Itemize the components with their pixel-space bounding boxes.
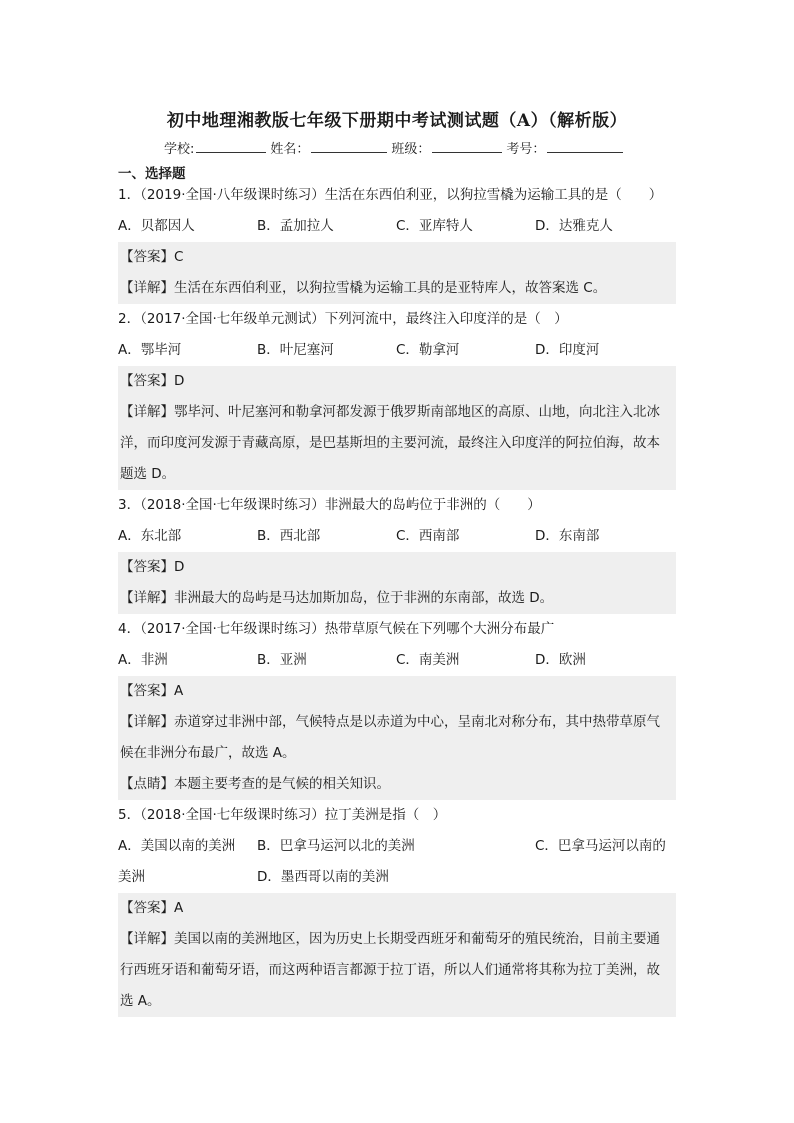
question-list (118, 180, 676, 1017)
options-row (118, 521, 676, 552)
question-stem: 5．（2018·全国·七年级课时练习）拉丁美洲是指（ ） (118, 807, 447, 823)
option-c: C．勒拿河 (396, 342, 460, 358)
option-a: A．贝都因人 (118, 218, 195, 234)
question-stem: 1．（2019·全国·八年级课时练习）生活在东西伯利亚，以狗拉雪橇为运输工具的是（ ） (118, 187, 663, 203)
question-stem: 3．（2018·全国·七年级课时练习）非洲最大的岛屿位于非洲的（ ） (118, 497, 541, 513)
option-d: D．印度河 (535, 342, 600, 358)
options-row (118, 645, 676, 676)
option-d: D．东南部 (535, 528, 600, 544)
exam-no-field[interactable] (547, 138, 623, 153)
student-info-row (164, 138, 684, 157)
solution-block (118, 893, 676, 1017)
options-row (118, 335, 676, 366)
analysis-line: 【详解】生活在东西伯利亚，以狗拉雪橇为运输工具的是亚特库人，故答案选 C。 (120, 280, 607, 296)
answer-line: 【答案】A (120, 900, 184, 916)
option-a: A．非洲 (118, 652, 168, 668)
question-stem: 4．（2017·全国·七年级课时练习）热带草原气候在下列哪个大洲分布最广 (118, 621, 555, 637)
option-c: C．南美洲 (396, 652, 460, 668)
option-d: D．达雅克人 (535, 218, 613, 234)
option-b: B．孟加拉人 (257, 218, 334, 234)
option-a: A．美国以南的美洲 (118, 838, 236, 854)
school-field[interactable] (196, 138, 266, 153)
option-c-continued: 美洲 (118, 869, 145, 885)
question (118, 614, 676, 800)
options-row (118, 831, 676, 862)
analysis-line: 【详解】美国以南的美洲地区，因为历史上长期受西班牙和葡萄牙的殖民统治，目前主要通 (120, 931, 660, 947)
answer-line: 【答案】D (120, 373, 185, 389)
answer-line: 【答案】D (120, 559, 185, 575)
school-label: 学校: (164, 142, 195, 157)
option-a: A．鄂毕河 (118, 342, 182, 358)
answer-line: 【答案】C (120, 249, 184, 265)
options-row (118, 211, 676, 242)
analysis-line: 洋，而印度河发源于青藏高原，是巴基斯坦的主要河流，最终注入印度洋的阿拉伯海，故本 (120, 435, 660, 451)
solution-block (118, 676, 676, 800)
analysis-line: 【详解】鄂毕河、叶尼塞河和勒拿河都发源于俄罗斯南部地区的高原、山地，向北注入北冰 (120, 404, 660, 420)
option-a: A．东北部 (118, 528, 182, 544)
analysis-line: 【详解】非洲最大的岛屿是马达加斯加岛，位于非洲的东南部，故选 D。 (120, 590, 554, 606)
option-b: B．西北部 (257, 528, 321, 544)
section-title: 一、选择题 (118, 166, 186, 182)
option-b: B．巴拿马运河以北的美洲 (257, 838, 415, 854)
solution-block (118, 366, 676, 490)
question (118, 304, 676, 490)
option-c: C．亚库特人 (396, 218, 473, 234)
options-row (118, 862, 676, 893)
question (118, 180, 676, 304)
analysis-line: 【详解】赤道穿过非洲中部，气候特点是以赤道为中心，呈南北对称分布，其中热带草原气 (120, 714, 660, 730)
class-field[interactable] (432, 138, 502, 153)
analysis-line: 行西班牙语和葡萄牙语，而这两种语言都源于拉丁语，所以人们通常将其称为拉丁美洲，故 (120, 962, 660, 978)
question (118, 490, 676, 614)
name-field[interactable] (311, 138, 387, 153)
option-b: B．叶尼塞河 (257, 342, 334, 358)
option-d: D．欧洲 (535, 652, 586, 668)
option-b: B．亚洲 (257, 652, 307, 668)
analysis-line: 选 A。 (120, 993, 161, 1009)
question-stem: 2．（2017·全国·七年级单元测试）下列河流中，最终注入印度洋的是（ ） (118, 311, 568, 327)
analysis-line: 候在非洲分布最广，故选 A。 (120, 745, 296, 761)
answer-line: 【答案】A (120, 683, 184, 699)
solution-block (118, 552, 676, 614)
class-label: 班级： (391, 142, 431, 157)
page-title: 初中地理湘教版七年级下册期中考试测试题（A）（解析版） (166, 111, 628, 131)
exam-no-label: 考号： (506, 142, 546, 157)
option-d: D．墨西哥以南的美洲 (257, 869, 389, 885)
option-c: C．巴拿马运河以南的 (535, 838, 666, 854)
key-point-line: 【点睛】本题主要考查的是气候的相关知识。 (120, 776, 390, 792)
solution-block (118, 242, 676, 304)
question (118, 800, 676, 1017)
name-label: 姓名： (270, 142, 310, 157)
analysis-line: 题选 D。 (120, 466, 176, 482)
option-c: C．西南部 (396, 528, 460, 544)
